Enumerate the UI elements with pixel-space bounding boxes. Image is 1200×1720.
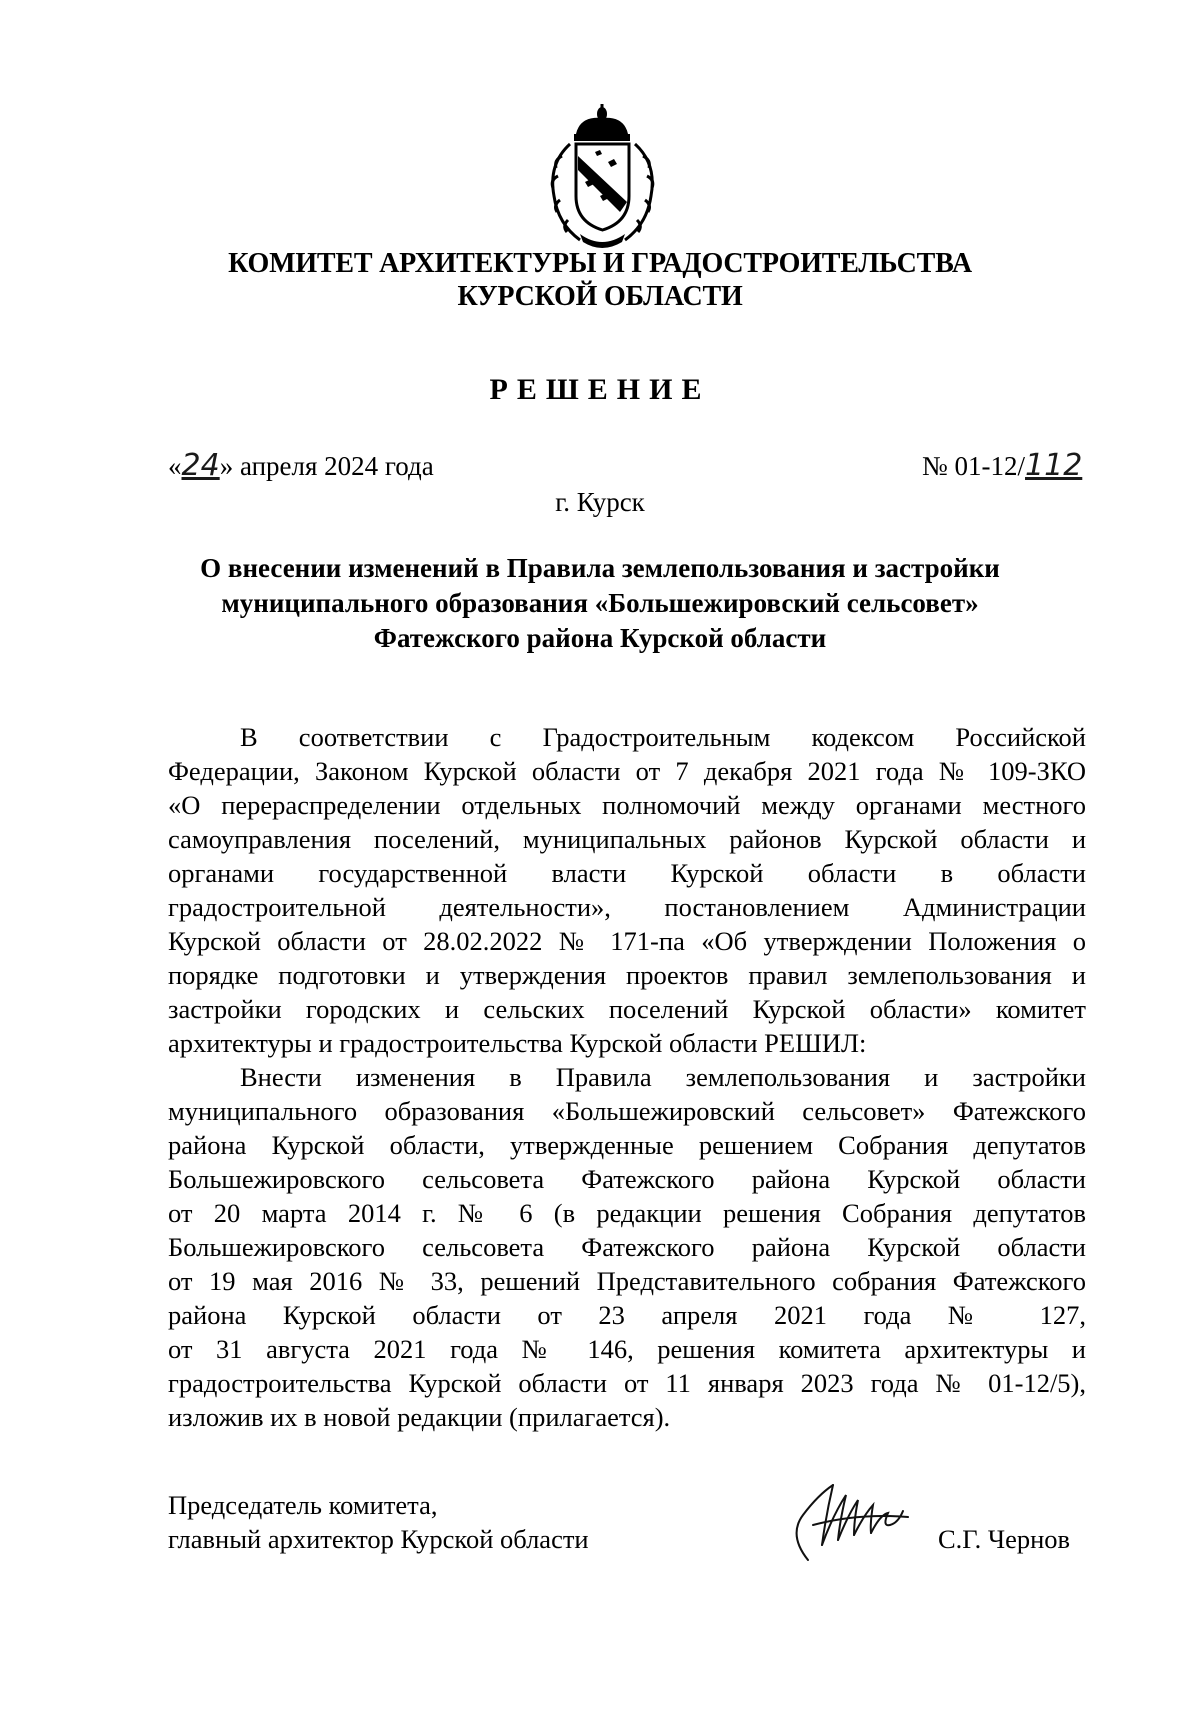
- body-para1-line: порядке подготовки и утверждения проектов правил землепользования и: [168, 960, 1086, 990]
- body-para2-line: Большежировского сельсовета Фатежского района Курской области: [168, 1232, 1086, 1262]
- subject-line-2: муниципального образования «Большежировский сельсовет»: [221, 588, 979, 618]
- body-para1-line: Курской области от 28.02.2022 № 171-па «Об утверждении Положения о: [168, 926, 1086, 956]
- organization-name-line2: КУРСКОЙ ОБЛАСТИ: [457, 281, 743, 312]
- body-para2-line: градостроительства Курской области от 11 января 2023 года № 01-12/5),: [168, 1368, 1086, 1398]
- city-name: г. Курск: [555, 487, 645, 517]
- document-date: [168, 448, 434, 483]
- signatory-position-line2: главный архитектор Курской области: [168, 1524, 589, 1554]
- date-open-quote: «: [168, 451, 182, 481]
- body-para1-line: «О перераспределении отдельных полномочий между органами местного: [168, 790, 1086, 820]
- body-para2-line: изложив их в новой редакции (прилагается).: [168, 1402, 671, 1432]
- signatory-position-line1: Председатель комитета,: [168, 1490, 438, 1520]
- handwritten-signature: [778, 1475, 928, 1565]
- document-type-title: РЕШЕНИЕ: [489, 373, 711, 406]
- organization-name-line1: КОМИТЕТ АРХИТЕКТУРЫ И ГРАДОСТРОИТЕЛЬСТВА: [228, 248, 972, 279]
- signatory-name: С.Г. Чернов: [938, 1524, 1071, 1554]
- body-para2-line: района Курской области, утвержденные решением Собрания депутатов: [168, 1130, 1086, 1160]
- body-para2-line: Внести изменения в Правила землепользования и застройки: [240, 1062, 1086, 1092]
- body-para2-line: от 31 августа 2021 года № 146, решения комитета архитектуры и: [168, 1334, 1086, 1364]
- body-para2-line: района Курской области от 23 апреля 2021 года № 127,: [168, 1300, 1086, 1330]
- subject-line-1: О внесении изменений в Правила землепользования и застройки: [200, 553, 1000, 583]
- body-para2-line: от 19 мая 2016 № 33, решений Представительного собрания Фатежского: [168, 1266, 1086, 1296]
- handwritten-number: 112: [1025, 448, 1083, 483]
- body-para1-line: архитектуры и градостроительства Курской области РЕШИЛ:: [168, 1028, 867, 1058]
- document-number: [922, 448, 1082, 483]
- body-para1-line: органами государственной власти Курской области в области: [168, 858, 1086, 888]
- handwritten-day: 24: [181, 448, 220, 483]
- body-para2-line: Большежировского сельсовета Фатежского района Курской области: [168, 1164, 1086, 1194]
- coat-of-arms-emblem: [540, 104, 665, 250]
- body-para2-line: от 20 марта 2014 г. № 6 (в редакции решения Собрания депутатов: [168, 1198, 1086, 1228]
- body-para1-line: градостроительной деятельности», постановлением Администрации: [168, 892, 1086, 922]
- body-para1-line: В соответствии с Градостроительным кодексом Российской: [240, 722, 1086, 752]
- body-para1-line: застройки городских и сельских поселений Курской области» комитет: [168, 994, 1086, 1024]
- subject-line-3: Фатежского района Курской области: [373, 623, 827, 653]
- number-prefix: № 01-12/: [922, 451, 1026, 481]
- body-para1-line: самоуправления поселений, муниципальных районов Курской области и: [168, 824, 1086, 854]
- body-para1-line: Федерации, Законом Курской области от 7 декабря 2021 года № 109-ЗКО: [168, 756, 1086, 786]
- body-para2-line: муниципального образования «Большежировский сельсовет» Фатежского: [168, 1096, 1086, 1126]
- date-month-year: » апреля 2024 года: [219, 451, 434, 481]
